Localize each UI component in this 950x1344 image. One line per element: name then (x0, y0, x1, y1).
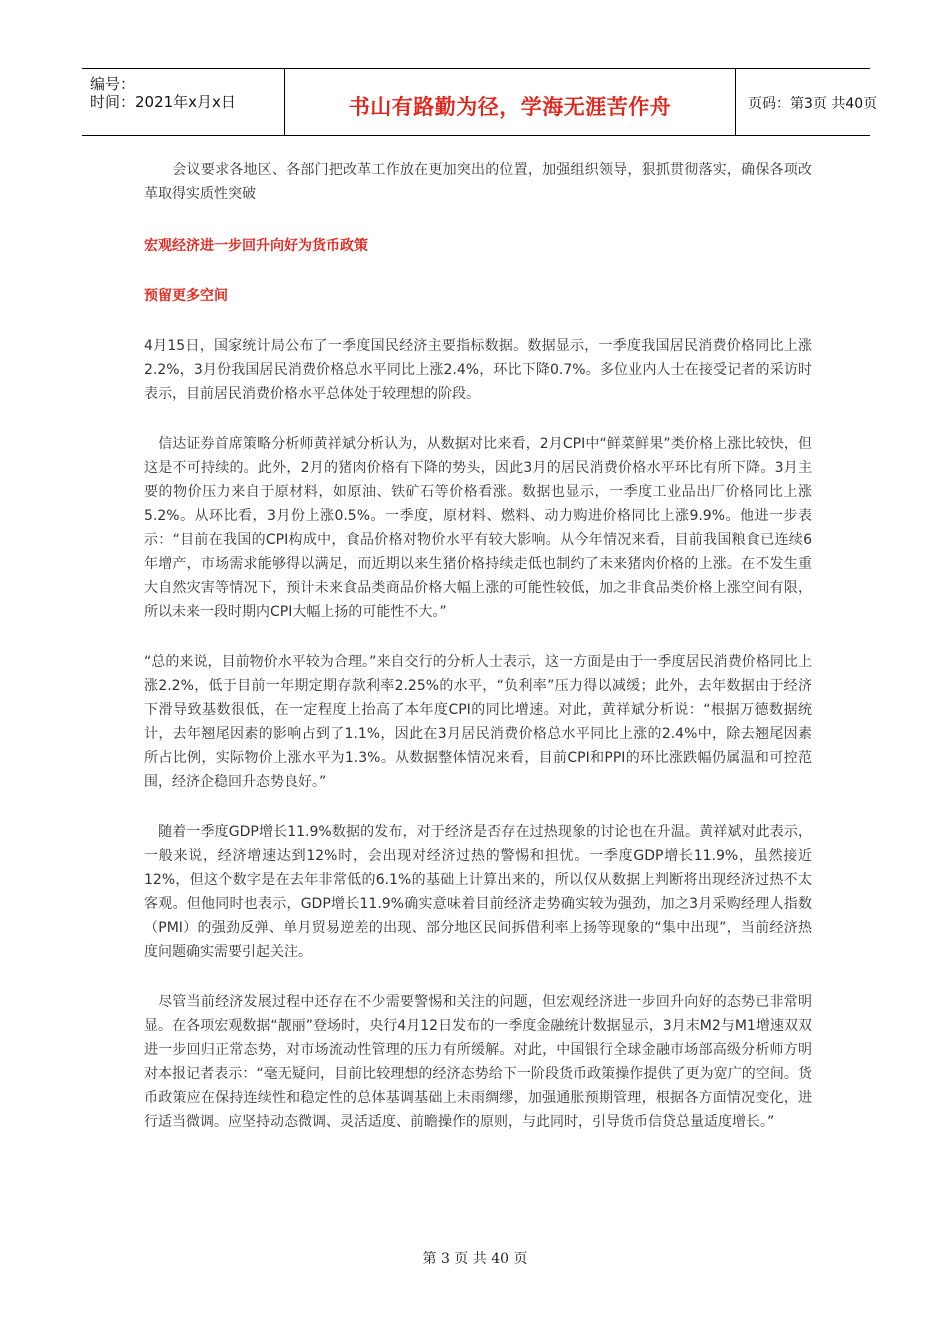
paragraph-1: 4月15日，国家统计局公布了一季度国民经济主要指标数据。数据显示，一季度我国居民消费价格同比上涨2.2%，3月份我国居民消费价格总水平同比上涨2.4%，环比下降0.7%。多位业内人士在接受记者的采访时表示，目前居民消费价格水平总体处于较理想的阶段。 (144, 338, 812, 402)
article-body (144, 158, 812, 1160)
paragraph-4: 随着一季度GDP增长11.9%数据的发布，对于经济是否存在过热现象的讨论也在升温。黄祥斌对此表示，一般来说，经济增速达到12%时，会出现对经济过热的警惕和担忧。一季度GDP增长11.9%，虽然接近12%，但这个数字是在去年非常低的6.1%的基础上计算出来的，所以仅从数据上判断将出现经济过热不太客观。但他同时也表示，GDP增长11.9%确实意味着目前经济走势确实较为强劲，加之3月采购经理人指数（PMI）的强劲反弹、单月贸易逆差的出现、部分地区民间拆借利率上扬等现象的“集中出现”，当前经济热度问题确实需要引起关注。 (144, 824, 812, 960)
document-header (82, 68, 878, 136)
paragraph-2: 信达证券首席策略分析师黄祥斌分析认为，从数据对比来看，2月CPI中“鲜菜鲜果”类价格上涨比较快，但这是不可持续的。此外，2月的猪肉价格有下降的势头，因此3月的居民消费价格水平环比有所下降。3月主要的物价压力来自于原材料，如原油、铁矿石等价格看涨。数据也显示，一季度工业品出厂价格同比上涨5.2%。从环比看，3月份上涨0.5%。一季度，原材料、燃料、动力购进价格同比上涨9.9%。他进一步表示：“目前在我国的CPI构成中，食品价格对物价水平有较大影响。从今年情况来看，目前我国粮食已连续6年增产，市场需求能够得以满足，而近期以来生猪价格持续走低也制约了未来猪肉价格的上涨。在不发生重大自然灾害等情况下，预计未来食品类商品价格大幅上涨的可能性较低，加之非食品类价格上涨空间有限，所以未来一段时期内CPI大幅上扬的可能性不大。” (144, 436, 812, 620)
header-page-cell (736, 69, 878, 135)
paragraph-3: “总的来说，目前物价水平较为合理。”来自交行的分析人士表示，这一方面是由于一季度居民消费价格同比上涨2.2%，低于目前一年期定期存款利率2.25%的水平，“负利率”压力得以减缓；此外，去年数据由于经济下滑导致基数很低，在一定程度上抬高了本年度CPI的同比增速。对此，黄祥斌分析说：“根据万德数据统计，去年翘尾因素的影响占到了1.1%，因此在3月居民消费价格总水平同比上涨的2.4%中，除去翘尾因素所占比例，实际物价上涨水平为1.3%。从数据整体情况来看，目前CPI和PPI的环比涨跌幅仍属温和可控范围，经济企稳回升态势良好。” (144, 654, 812, 790)
section-heading-2: 预留更多空间 (144, 288, 228, 304)
header-meta-cell (82, 69, 284, 135)
serial-label: 编号： (90, 75, 136, 93)
page-code: 页码：第3页 共40页 (748, 96, 878, 112)
paragraph-5: 尽管当前经济发展过程中还存在不少需要警惕和关注的问题，但宏观经济进一步回升向好的态势已非常明显。在各项宏观数据“靓丽”登场时，央行4月12日发布的一季度金融统计数据显示，3月末M2与M1增速双双进一步回归正常态势，对市场流动性管理的压力有所缓解。对此，中国银行全球金融市场部高级分析师方明对本报记者表示：“毫无疑问，目前比较理想的经济态势给下一阶段货币政策操作提供了更为宽广的空间。货币政策应在保持连续性和稳定性的总体基调基础上未雨绸缪，加强通胀预期管理，根据各方面情况变化，进行适当微调。应坚持动态微调、灵活适度、前瞻操作的原则，与此同时，引导货币信贷总量适度增长。” (144, 994, 812, 1130)
intro-paragraph: 会议要求各地区、各部门把改革工作放在更加突出的位置，加强组织领导，狠抓贯彻落实，确保各项改革取得实质性突破 (144, 162, 812, 202)
header-motto: 书山有路勤为径，学海无涯苦作舟 (348, 95, 672, 119)
page-footer: 第 3 页 共 40 页 (422, 1251, 528, 1267)
time-label: 时间：2021年x月x日 (90, 93, 236, 111)
section-heading-1: 宏观经济进一步回升向好为货币政策 (144, 238, 368, 254)
header-motto-cell (284, 69, 736, 135)
